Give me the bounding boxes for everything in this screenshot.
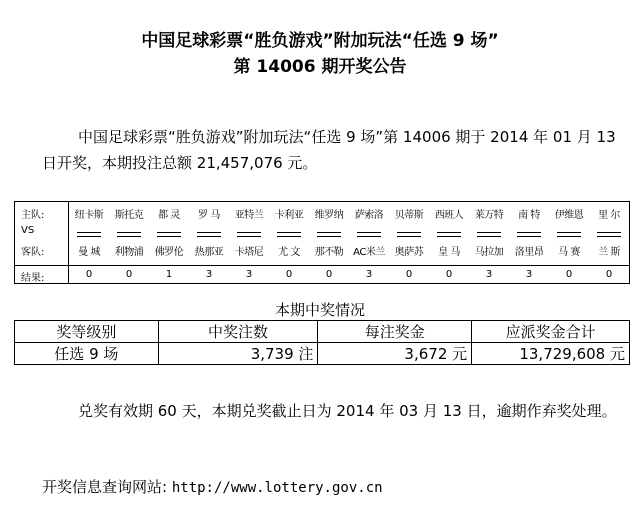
- vs-divider: [77, 232, 101, 233]
- vs-divider: [117, 232, 141, 233]
- vs-divider: [117, 236, 141, 237]
- vs-divider: [477, 232, 501, 233]
- match-result: 1: [165, 269, 173, 280]
- query-label: 开奖信息查询网站:: [42, 478, 168, 496]
- vs-divider: [197, 236, 221, 237]
- result-row-label: 结果:: [21, 273, 45, 284]
- prize-column-header: 中奖注数: [158, 321, 318, 343]
- match-column: [69, 202, 109, 284]
- home-team: 伊维恩: [554, 210, 584, 221]
- vs-row-label: VS: [21, 225, 35, 236]
- away-team: 佛罗伦: [154, 247, 184, 258]
- match-result: 3: [365, 269, 373, 280]
- home-team: 萨索洛: [354, 210, 384, 221]
- away-team: 兰 斯: [598, 247, 620, 258]
- match-column: [269, 202, 309, 284]
- match-column: [589, 202, 629, 284]
- home-team: 贝蒂斯: [394, 210, 424, 221]
- redemption-note: 兑奖有效期 60 天，本期兑奖截止日为 2014 年 03 月 13 日，逾期作弃奖处理。: [78, 402, 617, 420]
- away-team: 那不勒: [314, 247, 344, 258]
- vs-divider: [157, 236, 181, 237]
- vs-divider: [157, 232, 181, 233]
- match-column: [229, 202, 269, 284]
- match-result: 3: [485, 269, 493, 280]
- away-team: 洛里昂: [514, 247, 544, 258]
- away-team: 卡塔尼: [234, 247, 264, 258]
- home-team: 斯托克: [114, 210, 144, 221]
- vs-divider: [357, 236, 381, 237]
- prize-table: [14, 320, 630, 365]
- home-team: 纽卡斯: [74, 210, 104, 221]
- vs-divider: [517, 232, 541, 233]
- prize-cell: 3,739 注: [158, 343, 318, 365]
- away-team: 皇 马: [438, 247, 460, 258]
- vs-divider: [517, 236, 541, 237]
- prize-column-header: 应派奖金合计: [472, 321, 630, 343]
- vs-divider: [597, 236, 621, 237]
- away-team: 曼 城: [78, 247, 100, 258]
- home-team: 都 灵: [158, 210, 180, 221]
- match-result: 0: [85, 269, 93, 280]
- home-team: 西班人: [434, 210, 464, 221]
- away-team: 马拉加: [474, 247, 504, 258]
- vs-divider: [317, 236, 341, 237]
- table-row: [15, 343, 630, 365]
- vs-divider: [397, 232, 421, 233]
- vs-divider: [597, 232, 621, 233]
- vs-divider: [197, 232, 221, 233]
- match-column: [469, 202, 509, 284]
- match-column: [429, 202, 469, 284]
- match-column: [549, 202, 589, 284]
- vs-divider: [317, 232, 341, 233]
- prize-heading: 本期中奖情况: [274, 301, 365, 319]
- announcement-title: 中国足球彩票“胜负游戏”附加玩法“任选 9 场”: [141, 31, 499, 51]
- away-team: 热那亚: [194, 247, 224, 258]
- prize-column-header: 奖等级别: [15, 321, 159, 343]
- vs-divider: [277, 232, 301, 233]
- home-team: 莱万特: [474, 210, 504, 221]
- vs-divider: [237, 236, 261, 237]
- match-result: 3: [525, 269, 533, 280]
- home-team: 维罗纳: [314, 210, 344, 221]
- match-table: [14, 201, 630, 284]
- query-website: [42, 476, 383, 497]
- home-team: 南 特: [518, 210, 540, 221]
- home-team: 罗 马: [198, 210, 220, 221]
- announcement-subtitle: 第 14006 期开奖公告: [233, 57, 407, 77]
- away-row-label: 客队:: [21, 247, 45, 258]
- away-team: 马 赛: [558, 247, 580, 258]
- match-column: [509, 202, 549, 284]
- home-team: 卡利亚: [274, 210, 304, 221]
- home-row-label: 主队:: [21, 210, 45, 221]
- away-team: 利物浦: [114, 247, 144, 258]
- prize-cell: 任选 9 场: [15, 343, 159, 365]
- away-team: 尤 文: [278, 247, 300, 258]
- match-result: 0: [605, 269, 613, 280]
- prize-cell: 13,729,608 元: [472, 343, 630, 365]
- match-column: [389, 202, 429, 284]
- match-result: 0: [285, 269, 293, 280]
- vs-divider: [277, 236, 301, 237]
- match-column: [149, 202, 189, 284]
- match-result: 0: [405, 269, 413, 280]
- prize-column-header: 每注奖金: [318, 321, 472, 343]
- match-result: 0: [445, 269, 453, 280]
- match-result: 0: [325, 269, 333, 280]
- match-result: 3: [245, 269, 253, 280]
- match-column: [189, 202, 229, 284]
- vs-divider: [77, 236, 101, 237]
- vs-divider: [397, 236, 421, 237]
- match-result: 0: [125, 269, 133, 280]
- vs-divider: [557, 236, 581, 237]
- vs-divider: [357, 232, 381, 233]
- away-team: 奥萨苏: [394, 247, 424, 258]
- vs-divider: [437, 232, 461, 233]
- prize-cell: 3,672 元: [318, 343, 472, 365]
- match-result: 3: [205, 269, 213, 280]
- match-result: 0: [565, 269, 573, 280]
- query-url-link[interactable]: http://www.lottery.gov.cn: [171, 480, 383, 496]
- home-team: 里 尔: [598, 210, 620, 221]
- vs-divider: [437, 236, 461, 237]
- vs-divider: [477, 236, 501, 237]
- match-column: [349, 202, 389, 284]
- vs-divider: [557, 232, 581, 233]
- match-column: [309, 202, 349, 284]
- match-column: [109, 202, 149, 284]
- intro-paragraph: 中国足球彩票“胜负游戏”附加玩法“任选 9 场”第 14006 期于 2014 年 01 月 13 日开奖，本期投注总额 21,457,076 元。: [42, 128, 616, 172]
- away-team: AC米兰: [353, 247, 385, 258]
- vs-divider: [237, 232, 261, 233]
- home-team: 亚特兰: [234, 210, 264, 221]
